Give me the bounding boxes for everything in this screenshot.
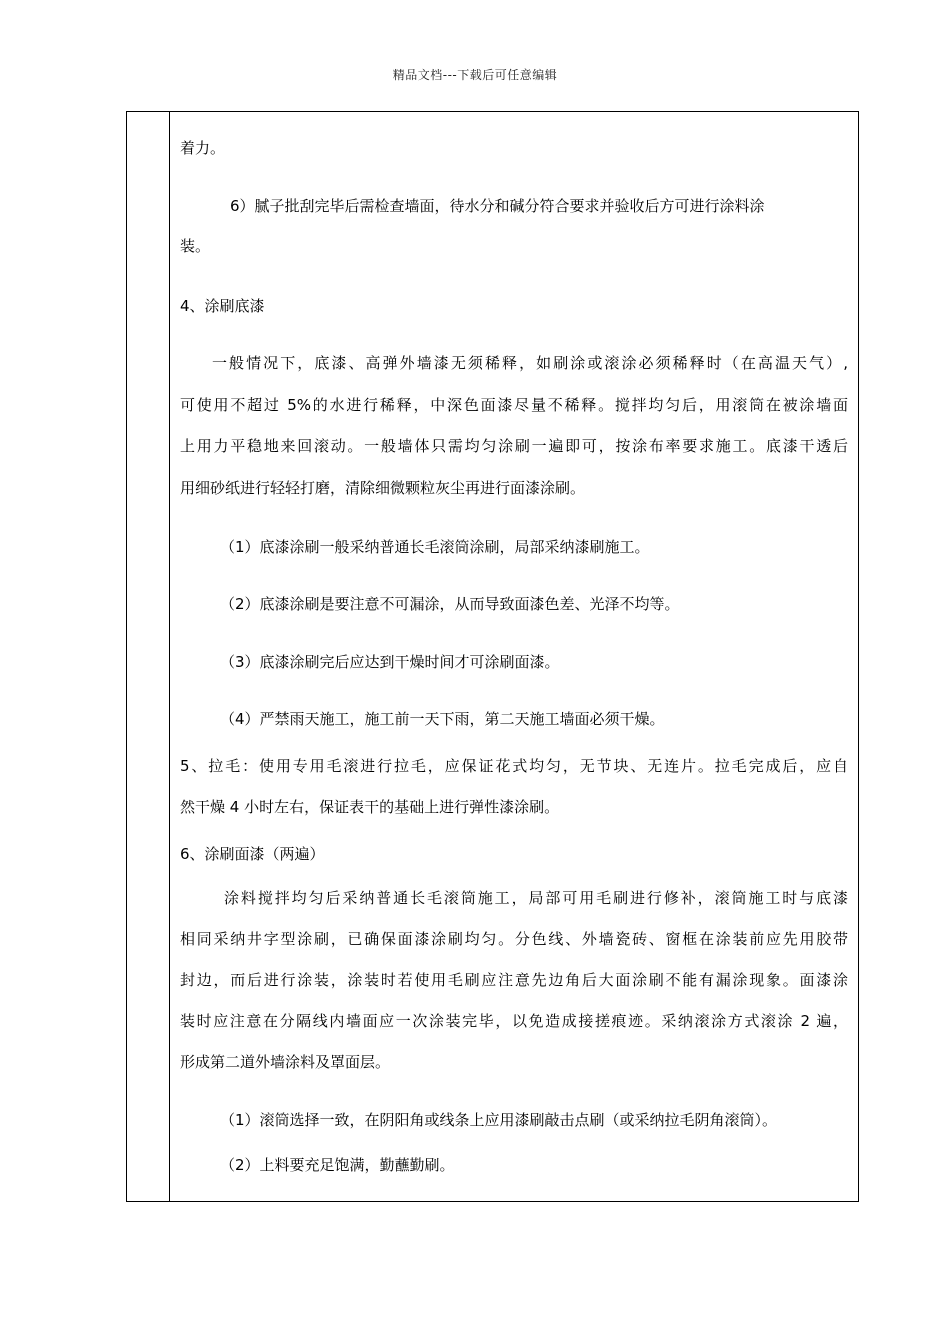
text-line: 相同采纳井字型涂刷，已确保面漆涂刷均匀。分色线、外墙瓷砖、窗框在涂装前应先用胶带 xyxy=(180,930,848,948)
list-item: （1）底漆涂刷一般采纳普通长毛滚筒涂刷，局部采纳漆刷施工。 xyxy=(220,538,650,556)
text-line: 装时应注意在分隔线内墙面应一次涂装完毕，以免造成接搓痕迹。采纳滚涂方式滚涂 2 遍， xyxy=(180,1012,848,1030)
list-item: （1）滚筒选择一致，在阴阳角或线条上应用漆刷敲击点刷（或采纳拉毛阴角滚筒）。 xyxy=(220,1111,778,1129)
list-item: （4）严禁雨天施工，施工前一天下雨，第二天施工墙面必须干燥。 xyxy=(220,710,665,728)
list-item: （3）底漆涂刷完后应达到干燥时间才可涂刷面漆。 xyxy=(220,653,560,671)
page-header: 精品文档---下载后可任意编辑 xyxy=(392,68,558,82)
text-line: 用细砂纸进行轻轻打磨，清除细微颗粒灰尘再进行面漆涂刷。 xyxy=(180,479,586,497)
section-heading: 4、涂刷底漆 xyxy=(180,297,265,315)
section-heading: 6、涂刷面漆（两遍） xyxy=(180,845,325,863)
section-heading: 5、拉毛：使用专用毛滚进行拉毛，应保证花式均匀，无节块、无连片。拉毛完成后，应自 xyxy=(180,757,848,775)
text-line: 上用力平稳地来回滚动。一般墙体只需均匀涂刷一遍即可，按涂布率要求施工。底漆干透后 xyxy=(180,437,848,455)
text-line: 6）腻子批刮完毕后需检查墙面，待水分和碱分符合要求并验收后方可进行涂料涂 xyxy=(230,197,765,215)
text-line: 一般情况下，底漆、高弹外墙漆无须稀释，如刷涂或滚涂必须稀释时（在高温天气）, xyxy=(212,354,848,372)
text-line: 着力。 xyxy=(180,139,226,157)
text-line: 可使用不超过 5%的水进行稀释，中深色面漆尽量不稀释。搅拌均匀后，用滚筒在被涂墙面 xyxy=(180,396,848,414)
text-line: 形成第二道外墙涂料及罩面层。 xyxy=(180,1053,391,1071)
list-item: （2）上料要充足饱满，勤蘸勤刷。 xyxy=(220,1156,455,1174)
text-line: 装。 xyxy=(180,237,211,255)
list-item: （2）底漆涂刷是要注意不可漏涂，从而导致面漆色差、光泽不均等。 xyxy=(220,595,680,613)
table-column-divider xyxy=(169,111,170,1202)
text-line: 然干燥 4 小时左右，保证表干的基础上进行弹性漆涂刷。 xyxy=(180,798,560,816)
text-line: 封边，而后进行涂装，涂装时若使用毛刷应注意先边角后大面涂刷不能有漏涂现象。面漆涂 xyxy=(180,971,848,989)
text-line: 涂料搅拌均匀后采纳普通长毛滚筒施工，局部可用毛刷进行修补，滚筒施工时与底漆 xyxy=(224,889,848,907)
